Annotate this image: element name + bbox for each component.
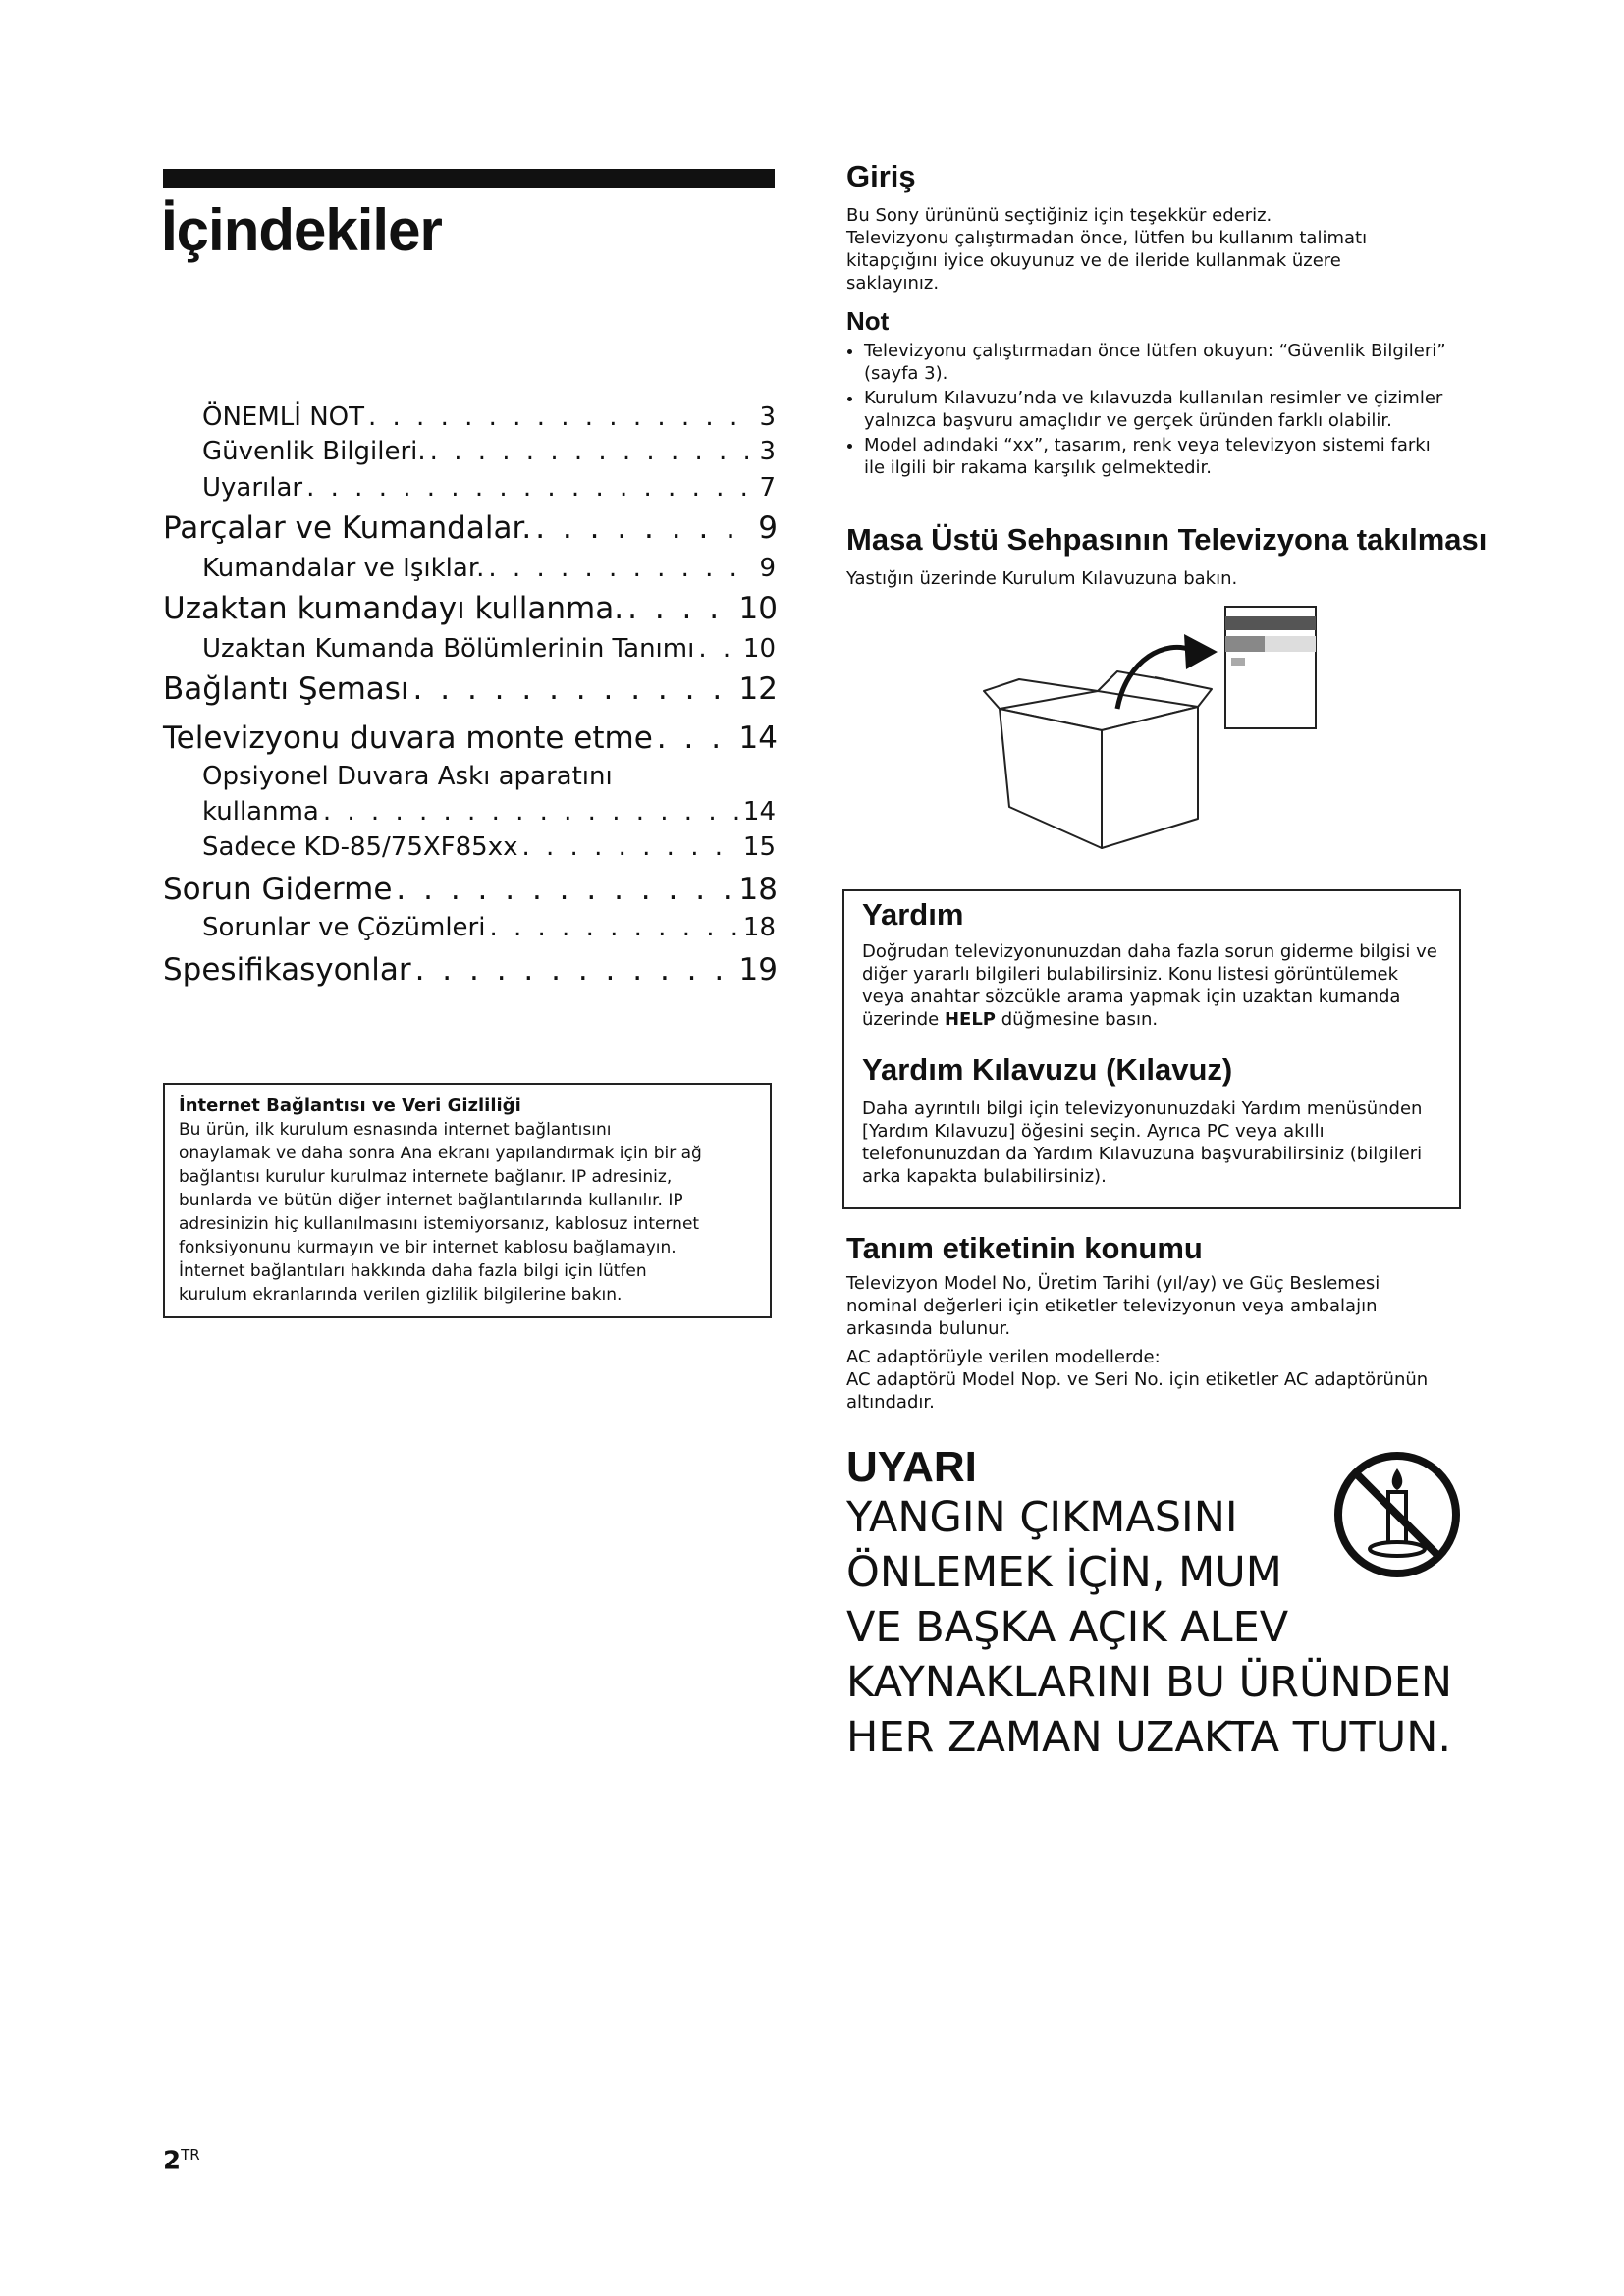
toc-page: 10 [742,634,776,664]
note-list [846,340,1455,481]
label-location-p2: AC adaptörüyle verilen modellerde: [846,1347,1161,1367]
help-heading: Yardım [862,897,964,932]
toc-page: 15 [742,832,776,862]
toc-label: Sadece KD-85/75XF85xx [202,832,518,862]
toc-label: ÖNEMLİ NOT [202,402,364,432]
warning-title: UYARI [846,1443,977,1491]
help-text-before: Doğrudan televizyonunuzdan daha fazla sorun giderme bilgisi ve diğer yararlı bilgileri bulabilirsiniz. Konu listesi görüntülemek veya anahtar sözcükle arama yapmak için uzaktan kumanda üzerinde [862,941,1437,1030]
toc-page: 3 [759,437,776,466]
privacy-line: Bu ürün, ilk kurulum esnasında internet bağlantısını [179,1120,612,1140]
no-candle-icon [1331,1449,1463,1580]
toc-page: 14 [738,721,778,756]
warning-line: HER ZAMAN UZAKTA TUTUN. [846,1713,1452,1762]
privacy-line: onaylamak ve daha sonra Ana ekranı yapılandırmak için bir ağ [179,1144,702,1163]
label-location-text [846,1272,1455,1414]
toc-label: Bağlantı Şeması [163,671,409,707]
privacy-line: İnternet bağlantıları hakkında daha fazla bilgi için lütfen [179,1261,647,1281]
intro-heading: Giriş [846,159,916,193]
label-location-p1: Televizyon Model No, Üretim Tarihi (yıl/ay) ve Güç Beslemesi nominal değerleri için etiketler televizyonun veya ambalajın arkasında bulunur. [846,1273,1380,1339]
privacy-line: kurulum ekranlarında verilen gizlilik bilgilerine bakın. [179,1285,623,1305]
toc-page: 10 [738,591,778,626]
privacy-line: bağlantısı kurulur kurulmaz internete bağlanır. IP adresiniz, [179,1167,673,1187]
help-text-after: düğmesine basın. [996,1009,1159,1030]
toc-label: Uzaktan kumandayı kullanma. [163,591,624,626]
page-suffix: TR [181,2146,200,2163]
help-text [862,940,1441,1031]
privacy-notice-box [163,1083,772,1318]
toc-entry[interactable] [163,952,778,988]
toc-page: 18 [742,913,776,942]
toc-entry[interactable] [202,473,776,503]
toc-page: 9 [758,510,778,546]
toc-entry[interactable] [163,671,778,707]
toc-page: 18 [738,872,778,907]
toc-entry[interactable] [202,797,776,827]
toc-entry[interactable] [202,437,776,466]
toc-label: Kumandalar ve Işıklar. [202,554,485,583]
toc-entry[interactable] [202,554,776,583]
privacy-line: bunlarda ve bütün diğer internet bağlantılarında kullanılır. IP [179,1191,683,1210]
toc-entry[interactable] [202,762,776,791]
toc-entry[interactable] [163,721,778,756]
label-location-heading: Tanım etiketinin konumu [846,1231,1203,1265]
toc-label: Uzaktan Kumanda Bölümlerinin Tanımı [202,634,695,664]
toc-page: 12 [738,671,778,707]
toc-page: 9 [759,554,776,583]
warning-line: ÖNLEMEK İÇİN, MUM [846,1548,1282,1597]
page-number: $2^{TR}$ [163,2146,200,2176]
stand-heading: Masa Üstü Sehpasının Televizyona takılması [846,522,1488,557]
toc-page: 3 [759,402,776,432]
warning-line: VE BAŞKA AÇIK ALEV [846,1603,1289,1652]
intro-p2: Televizyonu çalıştırmadan önce, lütfen bu kullanım talimatı kitapçığını iyice okuyunuz ve de ileride kullanmak üzere saklayınız. [846,228,1368,294]
toc-label: Sorun Giderme [163,872,393,907]
title-bar [163,169,775,188]
note-item: • Televizyonu çalıştırmadan önce lütfen okuyun: “Güvenlik Bilgileri” (sayfa 3). [864,340,1455,385]
stand-text: Yastığın üzerinde Kurulum Kılavuzuna bakın. [846,568,1238,589]
label-location-p3: AC adaptörü Model Nop. ve Seri No. için etiketler AC adaptörünün altındadır. [846,1369,1429,1413]
note-item: • Kurulum Kılavuzu’nda ve kılavuzda kullanılan resimler ve çizimler yalnızca başvuru amaçlıdır ve gerçek üründen farklı olabilir. [864,387,1455,432]
toc-entry[interactable] [163,872,778,907]
toc-label: Parçalar ve Kumandalar. [163,510,532,546]
toc-page: 19 [738,952,778,988]
toc-title: İçindekiler [161,197,442,263]
toc-label: Spesifikasyonlar [163,952,411,988]
privacy-line: adresinizin hiç kullanılmasını istemiyorsanız, kablosuz internet [179,1214,700,1234]
warning-line: YANGIN ÇIKMASINI [846,1493,1238,1542]
intro-p1: Bu Sony ürününü seçtiğiniz için teşekkür ederiz. [846,205,1272,226]
toc-label: Sorunlar ve Çözümleri [202,913,486,942]
toc-entry[interactable] [163,591,778,626]
toc-label: Güvenlik Bilgileri. [202,437,426,466]
toc-entry[interactable] [163,510,778,546]
help-key: HELP [944,1009,996,1030]
toc-entry[interactable] [202,832,776,862]
toc-page: 14 [742,797,776,827]
toc-entry[interactable] [202,634,776,664]
toc-label: Uyarılar [202,473,303,503]
toc-page: 7 [759,473,776,503]
toc-entry[interactable] [202,402,776,432]
help-guide-heading: Yardım Kılavuzu (Kılavuz) [862,1052,1233,1087]
toc-label: Opsiyonel Duvara Askı aparatını [202,762,613,791]
intro-text [846,204,1416,294]
privacy-line: fonksiyonunu kurmayın ve bir internet kablosu bağlamayın. [179,1238,677,1257]
warning-line: KAYNAKLARINI BU ÜRÜNDEN [846,1658,1453,1707]
toc-label: kullanma [202,797,319,827]
toc-entry[interactable] [202,913,776,942]
setup-guide-illustration [980,601,1322,856]
toc-label: Televizyonu duvara monte etme [163,721,653,756]
help-guide-text: Daha ayrıntılı bilgi için televizyonunuzdaki Yardım menüsünden [Yardım Kılavuzu] öğesini seçin. Ayrıca PC veya akıllı telefonunuzdan da Yardım Kılavuzuna başvurabilirsiniz (bilgileri arka kapakta bulabilirsiniz). [862,1098,1423,1187]
note-heading: Not [846,306,890,336]
privacy-heading: İnternet Bağlantısı ve Veri Gizliliği [179,1095,521,1116]
note-item: • Model adındaki “xx”, tasarım, renk veya televizyon sistemi farkı ile ilgili bir rakama karşılık gelmektedir. [864,434,1455,479]
